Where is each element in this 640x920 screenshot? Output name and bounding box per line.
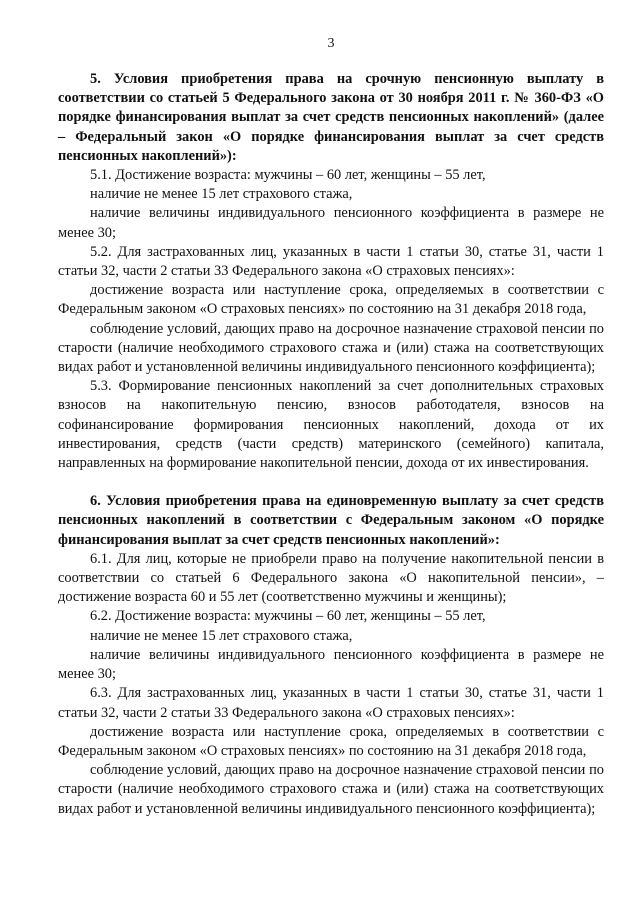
paragraph-5-1-insurance-record: наличие не менее 15 лет страхового стажа, bbox=[90, 186, 353, 203]
section-6-heading: 6. Условия приобретения права на единовременную выплату за счет средств пенсионных накоплений в соответствии с Федеральным законом «О порядке финансирования выплат за счет средств пенсионных накоплений»: bbox=[58, 493, 604, 548]
paragraph-5-2: 5.2. Для застрахованных лиц, указанных в части 1 статьи 30, статье 31, части 1 статьи 32, части 2 статьи 33 Федерального закона «О страховых пенсиях»: bbox=[58, 243, 604, 280]
section-5-heading: 5. Условия приобретения права на срочную пенсионную выплату в соответствии со статьей 5 Федерального закона от 30 ноября 2011 г. № 360-ФЗ «О порядке финансирования выплат за счет средств пенсионных накоплений» (далее – Федеральный закон «О порядке финансирования выплат за счет средств пенсионных накоплений»): bbox=[58, 71, 604, 164]
paragraph-6-2-pension-coefficient: наличие величины индивидуального пенсионного коэффициента в размере не менее 30; bbox=[58, 646, 604, 683]
document-page bbox=[58, 36, 604, 819]
paragraph-6-3-age: достижение возраста или наступление срока, определяемых в соответствии с Федеральным законом «О страховых пенсиях» по состоянию на 31 декабря 2018 года, bbox=[58, 723, 604, 759]
section-6 bbox=[58, 492, 604, 818]
paragraph-5-2-conditions: соблюдение условий, дающих право на досрочное назначение страховой пенсии по старости (наличие необходимого страхового стажа и (или) стажа на соответствующих видах работ и установленной величины индивидуального пенсионного коэффициента); bbox=[58, 320, 604, 376]
paragraph-6-2: 6.2. Достижение возраста: мужчины – 60 лет, женщины – 55 лет, bbox=[90, 608, 486, 625]
paragraph-6-3-conditions: соблюдение условий, дающих право на досрочное назначение страховой пенсии по старости (наличие необходимого страхового стажа и (или) стажа на соответствующих видах работ и установленной величины индивидуального пенсионного коэффициента); bbox=[58, 762, 604, 817]
paragraph-5-3: 5.3. Формирование пенсионных накоплений за счет дополнительных страховых взносов на накопительную пенсию, взносов работодателя, взносов на софинансирование формирования пенсионных накоплений, дохода от их инвестирования, средств (части средств) материнского (семейного) капитала, направленных на формирование накопительной пенсии, дохода от их инвестирования. bbox=[58, 378, 604, 472]
paragraph-6-3: 6.3. Для застрахованных лиц, указанных в части 1 статьи 30, статье 31, части 1 статьи 32, части 2 статьи 33 Федерального закона «О страховых пенсиях»: bbox=[58, 685, 604, 721]
page-number: 3 bbox=[327, 36, 335, 51]
section-5 bbox=[58, 70, 604, 473]
paragraph-6-2-insurance-record: наличие не менее 15 лет страхового стажа, bbox=[90, 627, 353, 644]
paragraph-5-1: 5.1. Достижение возраста: мужчины – 60 лет, женщины – 55 лет, bbox=[90, 167, 486, 184]
section-divider bbox=[58, 473, 604, 492]
paragraph-6-1: 6.1. Для лиц, которые не приобрели право на получение накопительной пенсии в соответствии со статьей 6 Федерального закона «О накопительной пенсии», – достижение возраста 60 и 55 лет (соответственно мужчины и женщины); bbox=[58, 550, 604, 606]
paragraph-5-1-pension-coefficient: наличие величины индивидуального пенсионного коэффициента в размере не менее 30; bbox=[58, 205, 604, 241]
paragraph-5-2-age: достижение возраста или наступление срока, определяемых в соответствии с Федеральным законом «О страховых пенсиях» по состоянию на 31 декабря 2018 года, bbox=[58, 282, 604, 318]
